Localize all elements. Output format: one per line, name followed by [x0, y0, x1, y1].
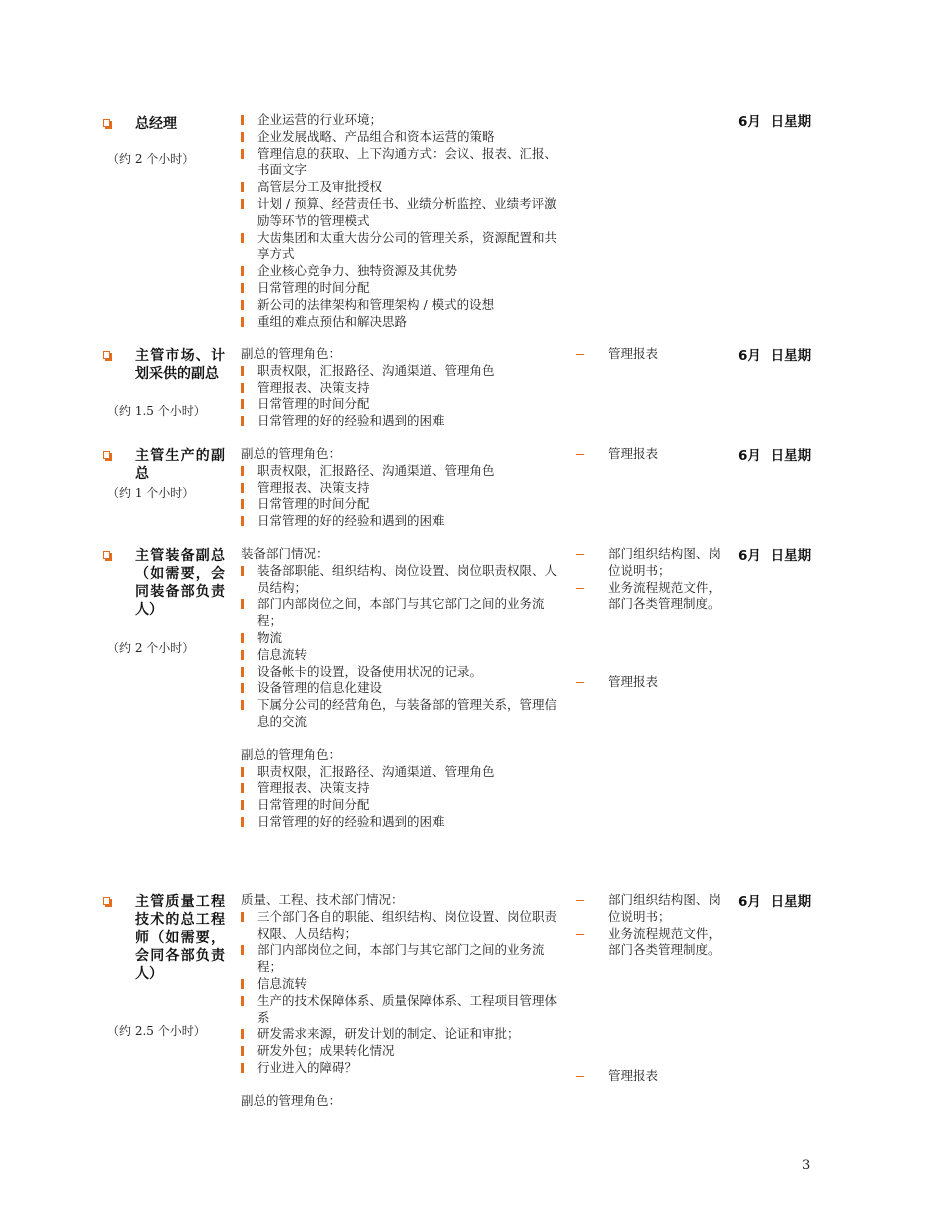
topic-item: 日常管理的好的经验和遇到的困难 — [241, 513, 563, 530]
topic-item: 企业核心竞争力、独特资源及其优势 — [241, 263, 563, 280]
topic-heading: 副总的管理角色： — [241, 346, 342, 361]
row-topics — [241, 112, 563, 330]
topic-item: 部门内部岗位之间，本部门与其它部门之间的业务流程； — [241, 942, 563, 976]
row-topics — [241, 346, 563, 430]
topic-heading: 副总的管理角色： — [241, 1092, 342, 1108]
checkbox-bullet-icon — [103, 351, 110, 359]
topic-item: 管理报表、决策支持 — [241, 780, 563, 797]
topic-item: 高管层分工及审批授权 — [241, 179, 563, 196]
topic-item: 设备帐卡的设置，设备使用状况的记录。 — [241, 664, 563, 681]
topic-item: 职责权限，汇报路径、沟通渠道、管理角色 — [241, 764, 563, 781]
row-title: 总经理 — [135, 116, 177, 132]
material-item: 管理报表 — [576, 1068, 721, 1085]
dash-icon — [576, 682, 584, 683]
spacer — [241, 1077, 563, 1093]
topic-item: 装备部职能、组织结构、岗位设置、岗位职责权限、人员结构； — [241, 563, 563, 597]
row-title: 主管市场、计划采供的副总 — [135, 348, 225, 382]
topic-item: 日常管理的时间分配 — [241, 396, 563, 413]
topic-item: 日常管理的好的经验和遇到的困难 — [241, 413, 563, 430]
topic-item: 新公司的法律架构和管理架构 / 模式的设想 — [241, 297, 563, 314]
schedule-date: 6月 日星期 — [738, 348, 812, 364]
dash-icon — [576, 1076, 584, 1077]
topic-item: 部门内部岗位之间，本部门与其它部门之间的业务流程； — [241, 596, 563, 630]
material-item: 业务流程规范文件，部门各类管理制度。 — [576, 926, 726, 960]
topic-item: 信息流转 — [241, 976, 563, 993]
dash-icon — [576, 554, 584, 555]
material-item: 部门组织结构图、岗位说明书； — [576, 892, 726, 926]
material-item: 部门组织结构图、岗位说明书； — [576, 546, 726, 580]
materials-list — [576, 446, 726, 463]
row-duration: （约 2 个小时） — [107, 152, 195, 166]
dash-icon — [576, 588, 584, 589]
row-duration: （约 2.5 个小时） — [107, 1024, 206, 1038]
topic-item: 三个部门各自的职能、组织结构、岗位设置、岗位职责权限、人员结构； — [241, 909, 563, 943]
spacer — [241, 731, 563, 747]
topic-item: 生产的技术保障体系、质量保障体系、工程项目管理体系 — [241, 993, 563, 1027]
topic-list — [241, 363, 563, 430]
topic-item: 管理报表、决策支持 — [241, 380, 563, 397]
row-topics — [241, 446, 563, 530]
topic-item: 大齿集团和太重大齿分公司的管理关系，资源配置和共享方式 — [241, 230, 563, 264]
topic-list — [241, 112, 563, 330]
topic-item: 企业运营的行业环境； — [241, 112, 563, 129]
topic-list — [241, 764, 563, 831]
materials-list — [576, 892, 726, 1083]
topic-list — [241, 563, 563, 731]
schedule-date: 6月 日星期 — [738, 114, 812, 130]
checkbox-bullet-icon — [103, 551, 110, 559]
topic-heading: 装备部门情况： — [241, 546, 329, 561]
checkbox-bullet-icon — [103, 119, 110, 127]
materials-list — [576, 546, 726, 689]
material-item: 管理报表 — [576, 346, 726, 363]
topic-item: 设备管理的信息化建设 — [241, 680, 563, 697]
row-duration: （约 1 个小时） — [107, 486, 195, 500]
topic-heading: 副总的管理角色： — [241, 746, 342, 762]
checkbox-bullet-icon — [103, 897, 110, 905]
topic-item: 行业进入的障碍？ — [241, 1060, 563, 1077]
topic-item: 下属分公司的经营角色，与装备部的管理关系，管理信息的交流 — [241, 697, 563, 731]
topic-item: 信息流转 — [241, 647, 563, 664]
topic-item: 日常管理的好的经验和遇到的困难 — [241, 814, 563, 831]
topic-item: 职责权限，汇报路径、沟通渠道、管理角色 — [241, 463, 563, 480]
checkbox-bullet-icon — [103, 451, 110, 459]
page-number: 3 — [802, 1158, 811, 1173]
topic-list — [241, 463, 563, 530]
dash-icon — [576, 900, 584, 901]
schedule-date: 6月 日星期 — [738, 894, 812, 910]
topic-item: 管理信息的获取、上下沟通方式：会议、报表、汇报、书面文字 — [241, 146, 563, 180]
dash-icon — [576, 934, 584, 935]
topic-list — [241, 909, 563, 1077]
topic-item: 职责权限，汇报路径、沟通渠道、管理角色 — [241, 363, 563, 380]
topic-item: 物流 — [241, 630, 563, 647]
dash-icon — [576, 354, 584, 355]
row-title: 主管装备副总（如需要，会同装备部负责人） — [135, 548, 225, 618]
topic-item: 研发外包；成果转化情况 — [241, 1043, 563, 1060]
row-title: 主管生产的副总 — [135, 448, 225, 482]
topic-heading: 质量、工程、技术部门情况： — [241, 892, 404, 907]
topic-item: 企业发展战略、产品组合和资本运营的策略 — [241, 129, 563, 146]
schedule-date: 6月 日星期 — [738, 448, 812, 464]
topic-item: 日常管理的时间分配 — [241, 496, 563, 513]
topic-item: 计划 / 预算、经营责任书、业绩分析监控、业绩考评激励等环节的管理模式 — [241, 196, 563, 230]
row-duration: （约 2 个小时） — [107, 641, 195, 655]
row-topics — [241, 546, 563, 831]
topic-item: 重组的难点预估和解决思路 — [241, 314, 563, 331]
row-duration: （约 1.5 个小时） — [107, 404, 206, 418]
schedule-date: 6月 日星期 — [738, 548, 812, 564]
topic-heading: 副总的管理角色： — [241, 446, 342, 461]
material-item: 业务流程规范文件，部门各类管理制度。 — [576, 580, 726, 614]
dash-icon — [576, 454, 584, 455]
row-topics — [241, 892, 563, 1110]
material-item: 管理报表 — [576, 446, 726, 463]
topic-item: 日常管理的时间分配 — [241, 280, 563, 297]
topic-item: 研发需求来源，研发计划的制定、论证和审批； — [241, 1026, 563, 1043]
topic-item: 日常管理的时间分配 — [241, 797, 563, 814]
materials-list — [576, 346, 726, 363]
material-item: 管理报表 — [576, 674, 721, 691]
topic-item: 管理报表、决策支持 — [241, 480, 563, 497]
row-title: 主管质量工程技术的总工程师（如需要，会同各部负责人） — [135, 894, 225, 982]
